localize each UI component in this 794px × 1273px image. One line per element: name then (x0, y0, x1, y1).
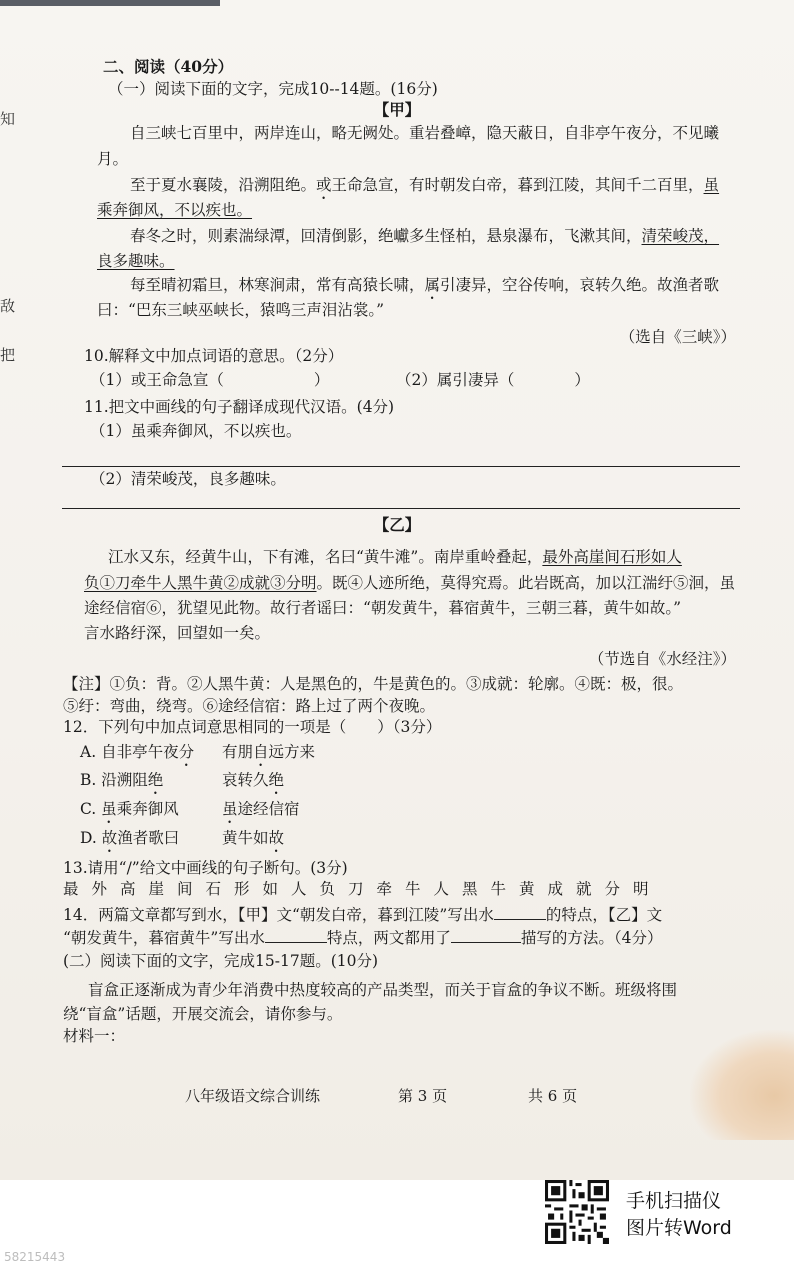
footer-page: 第 3 页 (398, 1087, 448, 1105)
scan-ad-line-2: 图片转Word (626, 1217, 732, 1239)
margin-char: 知 (0, 110, 16, 128)
jia-para-1-cont: 月。 (97, 150, 129, 168)
answer-blank[interactable] (451, 928, 521, 943)
text: 自三峡七百里中，两岸连山，略无阙处。重岩叠嶂，隐天蔽日，自非亭午夜分，不见曦 (130, 124, 720, 142)
option-label: D. (80, 829, 97, 847)
yi-note-2: ⑤纡：弯曲，绕弯。⑥途经信宿：路上过了两个夜晚。 (63, 697, 436, 715)
yi-line-1 (108, 548, 682, 567)
q12-option-a-right (222, 743, 315, 770)
underlined-sentence: 最外高崖间石形如人 (542, 548, 682, 566)
yi-line-4: 言水路纡深，回望如一矣。 (84, 624, 271, 642)
dotted-word: 或 (316, 176, 332, 194)
dotted-word: 虽 (222, 800, 238, 818)
option-label: C. (80, 800, 97, 818)
scan-ad-line-1: 手机扫描仪 (626, 1190, 722, 1212)
scan-edge-bar (0, 0, 220, 6)
q13-sentence[interactable]: 最外高崖间石形如人负刀牵牛人黑牛黄成就分明 (63, 880, 662, 898)
text: 黄牛如 (222, 829, 269, 847)
answer-blank[interactable] (494, 905, 546, 920)
q11-stem: 11.把文中画线的句子翻译成现代汉语。(4分) (84, 398, 395, 416)
underlined-sentence: 乘奔御风，不以疾也。 (97, 201, 253, 219)
text: 的特点，【乙】文 (545, 906, 663, 924)
text: 途经信宿 (237, 800, 300, 818)
jia-source: （选自《三峡》） (619, 328, 736, 346)
dotted-word: 绝 (268, 771, 285, 789)
q10-item-1 (90, 371, 329, 390)
text: ） (574, 371, 590, 389)
qr-code-icon[interactable] (545, 1180, 609, 1244)
dotted-word: 绝 (147, 771, 164, 789)
part2-material-label: 材料一： (63, 1027, 126, 1045)
section-title: 二、阅读（40分） (103, 57, 234, 76)
text: 沿溯阻 (101, 771, 148, 789)
text: 引凄异，空谷传响，哀转久绝。故渔者歌 (440, 276, 720, 294)
q12-option-d[interactable] (80, 829, 179, 856)
text: 每至晴初霜旦，林寒涧肃，常有高猿长啸， (130, 276, 425, 294)
answer-blank[interactable] (514, 371, 574, 385)
underlined-sentence: 虽 (703, 176, 720, 194)
q12-option-b-right (222, 771, 284, 798)
part2-instruction: (二）阅读下面的文字，完成15-17题。(10分) (63, 952, 379, 970)
yi-line-3: 途经信宿⑥，犹望见此物。故行者谣曰：“朝发黄牛，暮宿黄牛，三朝三暮，黄牛如故。” (84, 599, 682, 617)
q10-stem: 10.解释文中加点词语的意思。（2分） (84, 347, 344, 365)
text: ） (313, 371, 330, 389)
dotted-word: 故 (101, 829, 118, 847)
dotted-word: 故 (268, 829, 285, 847)
q13-stem: 13.请用“/”给文中画线的句子断句。(3分) (63, 859, 348, 877)
q12-option-a[interactable] (80, 743, 194, 770)
answer-blank[interactable] (224, 371, 314, 385)
answer-blank[interactable] (265, 928, 327, 943)
text: 渔者歌曰 (117, 829, 180, 847)
text: 王命急宣，有时朝发白帝，暮到江陵，其间千二百里， (331, 176, 704, 194)
text: 描写的方法。（4分） (520, 929, 663, 947)
text: 乘奔御风 (116, 800, 179, 818)
q14-line-1 (63, 905, 662, 925)
text: 春冬之时，则素湍绿潭，回清倒影，绝巘多生怪柏，悬泉瀑布，飞漱其间， (130, 227, 642, 245)
text: 。既④人迹所绝，莫得究焉。此岩既高，加以江湍纡⑤洄，虽 (316, 574, 736, 592)
margin-char: 把 (0, 346, 16, 364)
text: 14．两篇文章都写到水，【甲】文“朝发白帝，暮到江陵”写出水 (63, 906, 494, 924)
dotted-word: 分 (178, 743, 195, 761)
text: （2）属引凄异（ (396, 371, 515, 389)
passage-yi-heading: 【乙】 (373, 515, 421, 534)
text: 特点，两文都用了 (326, 929, 451, 947)
q11-item-1: （1）虽乘奔御风，不以疾也。 (90, 422, 302, 440)
answer-line[interactable] (62, 466, 740, 467)
underlined-sentence: 清荣峻茂， (641, 227, 720, 245)
q12-option-c-right (222, 800, 300, 827)
dotted-word: 虽 (101, 800, 117, 818)
dotted-word: 属 (424, 276, 441, 294)
part-instruction: （一）阅读下面的文字，完成10--14题。(16分) (108, 80, 438, 98)
underlined-sentence: 良多趣味。 (97, 252, 175, 270)
footer-total: 共 6 页 (528, 1087, 578, 1105)
jia-para-1 (130, 124, 719, 143)
yi-line-2 (84, 574, 735, 593)
underlined-sentence: 负①刀牵牛人黑牛黄②成就③分明 (84, 574, 317, 592)
jia-para-4 (130, 276, 719, 303)
part2-para-2: 绕“盲盒”话题，开展交流会，请你参与。 (63, 1005, 343, 1023)
answer-line[interactable] (62, 508, 740, 509)
footer-course: 八年级语文综合训练 (185, 1087, 321, 1105)
q12-option-d-right (222, 829, 284, 856)
yi-note-1: 【注】①负：背。②人黑牛黄：人是黑色的，牛是黄色的。③成就：轮廓。④既：极，很。 (63, 675, 684, 693)
text: 自非亭午夜 (101, 743, 179, 761)
q10-item-2 (396, 371, 590, 390)
watermark-id: 58215443 (4, 1250, 66, 1264)
jia-para-2-cont (97, 201, 252, 220)
text: 有朋 (222, 743, 254, 761)
text: 远方来 (268, 743, 316, 761)
q12-option-b[interactable] (80, 771, 163, 798)
yi-source: （节选自《水经注》） (588, 650, 736, 668)
q14-line-2 (63, 928, 663, 948)
passage-jia-heading: 【甲】 (373, 100, 421, 119)
dotted-word: 自 (253, 743, 269, 761)
option-label: A. (80, 743, 97, 761)
q12-option-c[interactable] (80, 800, 179, 827)
jia-para-3 (130, 227, 719, 246)
text: 江水又东，经黄牛山，下有滩，名曰“黄牛滩”。南岸重岭叠起， (108, 548, 543, 566)
jia-para-4-cont: 曰：“巴东三峡巫峡长，猿鸣三声泪沾裳。” (97, 301, 385, 319)
text: 哀转久 (222, 771, 269, 789)
text: 至于夏水襄陵，沿溯阻绝。 (130, 176, 317, 194)
paper-stain (690, 1030, 794, 1140)
text: “朝发黄牛，暮宿黄牛”写出水 (63, 929, 265, 947)
q12-stem: 12．下列句中加点词意思相同的一项是（ ）（3分） (63, 718, 442, 736)
part2-para-1: 盲盒正逐渐成为青少年消费中热度较高的产品类型，而关于盲盒的争议不断。班级将围 (88, 981, 678, 999)
text: （1）或王命急宣（ (90, 371, 224, 389)
jia-para-2 (130, 176, 719, 203)
jia-para-3-cont (97, 252, 175, 271)
q11-item-2: （2）清荣峻茂，良多趣味。 (90, 470, 286, 488)
option-label: B. (80, 771, 97, 789)
margin-char: 敌 (0, 297, 16, 315)
